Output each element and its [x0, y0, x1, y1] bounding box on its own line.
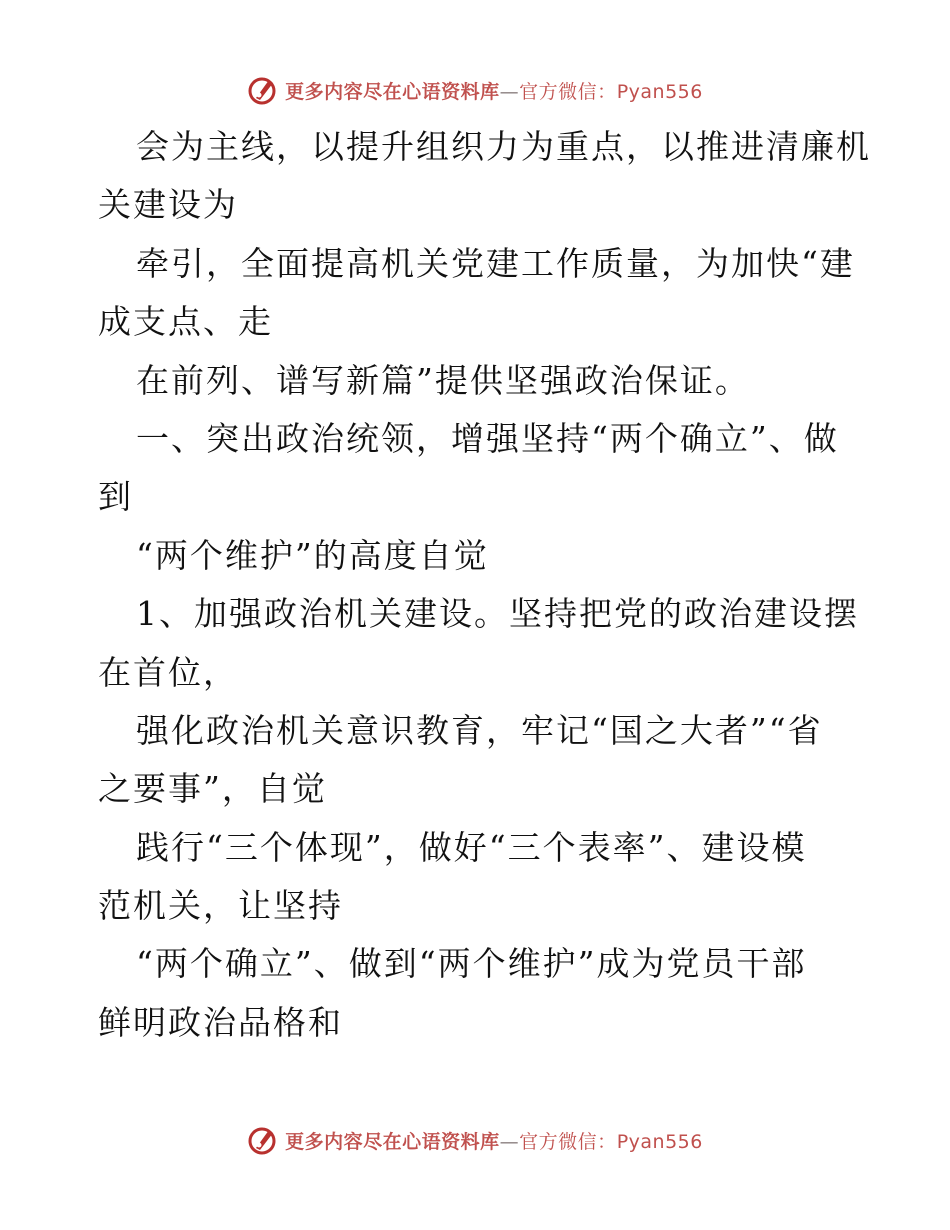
text-line: “两个确立”、做到“两个维护”成为党员干部	[136, 944, 807, 984]
footer-library-text: 更多内容尽在心语资料库	[285, 1130, 500, 1153]
document-body	[98, 118, 871, 1052]
footer-wechat-label: 官方微信：	[519, 1130, 617, 1153]
section-heading: 一、突出政治统领，增强坚持“两个确立”、做	[136, 418, 839, 458]
text-line: 范机关，让坚持	[98, 886, 343, 926]
text-line: 在前列、谱写新篇”提供坚强政治保证。	[136, 360, 750, 400]
banner-library-text: 更多内容尽在心语资料库	[285, 80, 500, 103]
banner-dash: —	[499, 80, 520, 103]
pen-logo-icon	[247, 74, 279, 106]
footer-wechat-id: Pyan556	[616, 1130, 703, 1153]
banner-wechat-id: Pyan556	[616, 80, 703, 103]
text-line: 会为主线，以提升组织力为重点，以推进清廉机	[136, 127, 871, 166]
section-heading-cont: 到	[98, 477, 133, 517]
text-line: 在首位，	[98, 652, 238, 692]
footer-banner	[0, 1120, 950, 1160]
text-line: 鲜明政治品格和	[98, 1002, 343, 1042]
text-line: 之要事”，自觉	[98, 769, 327, 809]
header-banner	[0, 70, 950, 110]
text-line: 强化政治机关意识教育，牢记“国之大者”“省	[136, 710, 823, 750]
text-line: 关建设为	[98, 185, 238, 225]
banner-wechat-label: 官方微信：	[519, 80, 617, 103]
section-heading-cont: “两个维护”的高度自觉	[136, 535, 489, 575]
text-line: 成支点、走	[98, 302, 273, 342]
text-line: 1、加强政治机关建设。坚持把党的政治建设摆	[136, 594, 859, 634]
text-line: 牵引，全面提高机关党建工作质量，为加快“建	[136, 243, 855, 283]
text-line: 践行“三个体现”，做好“三个表率”、建设模	[136, 827, 807, 867]
pen-logo-icon	[247, 1124, 279, 1156]
footer-dash: —	[499, 1130, 520, 1153]
